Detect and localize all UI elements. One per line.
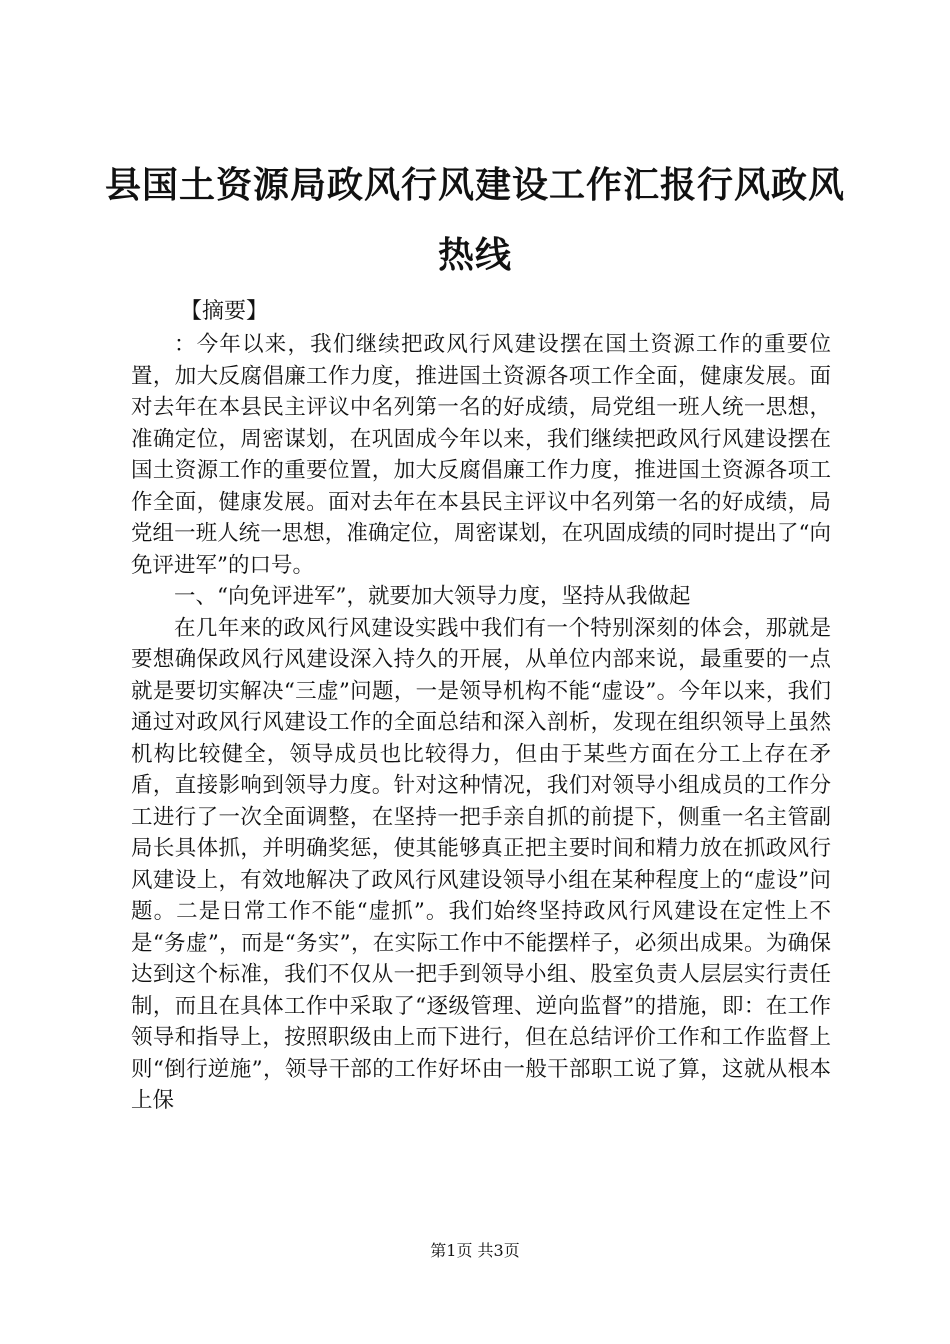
- document-title: 县国土资源局政风行风建设工作汇报行风政风热线: [104, 164, 845, 276]
- section-heading: 一、“向免评进军”，就要加大领导力度，坚持从我做起: [174, 584, 691, 609]
- abstract-label: 【摘要】: [180, 299, 269, 324]
- document-body: [131, 329, 831, 1117]
- page-number: 第1页 共3页: [430, 1241, 520, 1260]
- body-paragraph: 在几年来的政风行风建设实践中我们有一个特别深刻的体会，那就是要想确保政风行风建设深入持久的开展，从单位内部来说，最重要的一点就是要切实解决“三虚”问题，一是领导机构不能“虚设”。今年以来，我们通过对政风行风建设工作的全面总结和深入剖析，发现在组织领导上虽然机构比较健全，领导成员也比较得力，但由于某些方面在分工上存在矛盾，直接影响到领导力度。针对这种情况，我们对领导小组成员的工作分工进行了一次全面调整，在坚持一把手亲自抓的前提下，侧重一名主管副局长具体抓，并明确奖惩，使其能够真正把主要时间和精力放在抓政风行风建设上，有效地解决了政风行风建设领导小组在某种程度上的“虚设”问题。二是日常工作不能“虚抓”。我们始终坚持政风行风建设在定性上不是“务虚”，而是“务实”，在实际工作中不能摆样子，必须出成果。为确保达到这个标准，我们不仅从一把手到领导小组、股室负责人层层实行责任制，而且在具体工作中采取了“逐级管理、逆向监督”的措施，即：在工作领导和指导上，按照职级由上而下进行，但在总结评价工作和工作监督上则“倒行逆施”，领导干部的工作好坏由一般干部职工说了算，这就从根本上保: [131, 615, 831, 1113]
- abstract-paragraph: ：今年以来，我们继续把政风行风建设摆在国土资源工作的重要位置，加大反腐倡廉工作力度，推进国土资源各项工作全面，健康发展。面对去年在本县民主评议中名列第一名的好成绩，局党组一班人统一思想，准确定位，周密谋划，在巩固成今年以来，我们继续把政风行风建设摆在国土资源工作的重要位置，加大反腐倡廉工作力度，推进国土资源各项工作全面，健康发展。面对去年在本县民主评议中名列第一名的好成绩，局党组一班人统一思想，准确定位，周密谋划，在巩固成绩的同时提出了“向免评进军”的口号。: [131, 332, 831, 578]
